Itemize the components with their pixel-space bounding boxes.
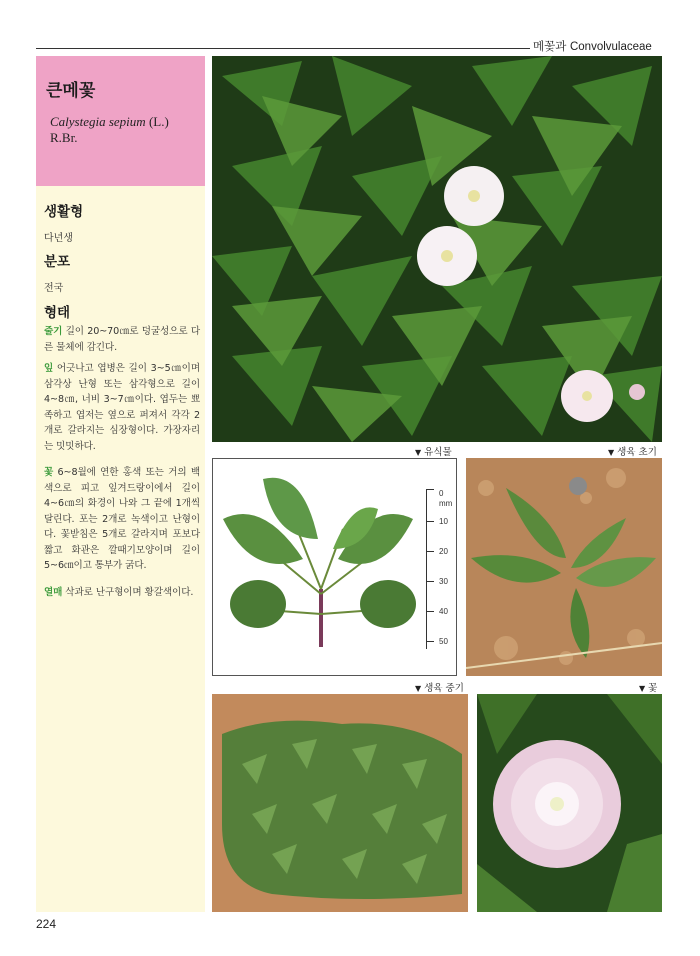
flower-white-2 bbox=[417, 226, 477, 286]
fruit-description bbox=[44, 585, 200, 601]
caption-mid-growth: ▼ 생육 중기 bbox=[415, 683, 464, 694]
caption-arrow-icon: ▼ bbox=[415, 684, 422, 693]
leaf-text: 어긋나고 엽병은 길이 3~5㎝이며 삼각상 난형 또는 삼각형으로 길이 4~8㎝, 너비 3~7㎝이다. 엽두는 뾰족하고 엽저는 옆으로 퍼져서 각각 2개로 갈라지는 심장형이다. 가장자리는 밋밋하다. bbox=[44, 363, 200, 452]
mid-growth-photo bbox=[212, 694, 468, 912]
family-latin: Convolvulaceae bbox=[569, 41, 652, 53]
fruit-label: 열매 bbox=[44, 587, 63, 598]
distribution-heading: 분포 bbox=[44, 254, 71, 270]
family-korean: 메꽃과 bbox=[533, 39, 567, 53]
flower-white-1 bbox=[444, 166, 504, 226]
morphology-heading: 형태 bbox=[44, 305, 71, 321]
seedling-photo bbox=[212, 458, 457, 676]
scale-unit: mm bbox=[439, 499, 453, 508]
caption-arrow-icon: ▼ bbox=[415, 448, 422, 457]
scale-tick-50: 50 bbox=[439, 637, 448, 646]
scientific-binomial: Calystegia sepium bbox=[50, 114, 146, 129]
life-form-section bbox=[44, 200, 200, 244]
caption-arrow-icon: ▼ bbox=[639, 684, 646, 693]
stem-description bbox=[44, 324, 200, 355]
scientific-author: (L.) R.Br. bbox=[50, 114, 169, 145]
flower-description bbox=[44, 465, 200, 574]
habitat-photo bbox=[212, 56, 662, 442]
life-form-heading: 생활형 bbox=[44, 204, 84, 220]
species-scientific-name bbox=[50, 114, 198, 146]
scale-tick-20: 20 bbox=[439, 547, 448, 556]
species-korean-name: 큰메꽃 bbox=[46, 81, 96, 101]
family-header bbox=[533, 38, 652, 54]
leaf-description bbox=[44, 361, 200, 454]
life-form-value: 다년생 bbox=[44, 233, 73, 244]
caption-arrow-icon: ▼ bbox=[608, 448, 615, 457]
mm-scale-bar bbox=[426, 489, 456, 649]
scale-tick-30: 30 bbox=[439, 577, 448, 586]
early-growth-photo bbox=[466, 458, 662, 676]
caption-seedling: ▼ 유식물 bbox=[415, 447, 452, 458]
header-rule bbox=[36, 48, 530, 49]
fruit-text: 삭과로 난구형이며 황갈색이다. bbox=[62, 587, 194, 598]
scale-tick-40: 40 bbox=[439, 607, 448, 616]
distribution-section bbox=[44, 250, 200, 294]
scale-tick-0: 0 bbox=[439, 489, 444, 498]
distribution-value: 전국 bbox=[44, 283, 64, 294]
morphology-section bbox=[44, 301, 200, 321]
flower-label: 꽃 bbox=[44, 467, 54, 478]
stem-text: 길이 20~70㎝로 덩굴성으로 다른 물체에 감긴다. bbox=[44, 326, 200, 353]
info-sidebar bbox=[36, 56, 205, 912]
flower-text: 6~8월에 연한 홍색 또는 거의 백색으로 피고 잎겨드랑이에서 길이 4~6㎝의 화경이 나와 그 끝에 1개씩 달린다. 포는 2개로 녹색이고 난형이다. 꽃받침은 5개로 갈라지며 포보다 짧고 화관은 깔때기모양이며 길이 5~6㎝이고 통부가 굵다. bbox=[44, 467, 200, 571]
flower-pink bbox=[561, 370, 613, 422]
flower-closeup-photo bbox=[477, 694, 662, 912]
page-number: 224 bbox=[36, 917, 57, 931]
leaf-label: 잎 bbox=[44, 363, 54, 374]
caption-flower: ▼ 꽃 bbox=[639, 683, 658, 694]
scale-tick-10: 10 bbox=[439, 517, 448, 526]
stem-label: 줄기 bbox=[44, 326, 63, 337]
species-title-box bbox=[36, 56, 205, 186]
caption-early-growth: ▼ 생육 초기 bbox=[608, 447, 657, 458]
